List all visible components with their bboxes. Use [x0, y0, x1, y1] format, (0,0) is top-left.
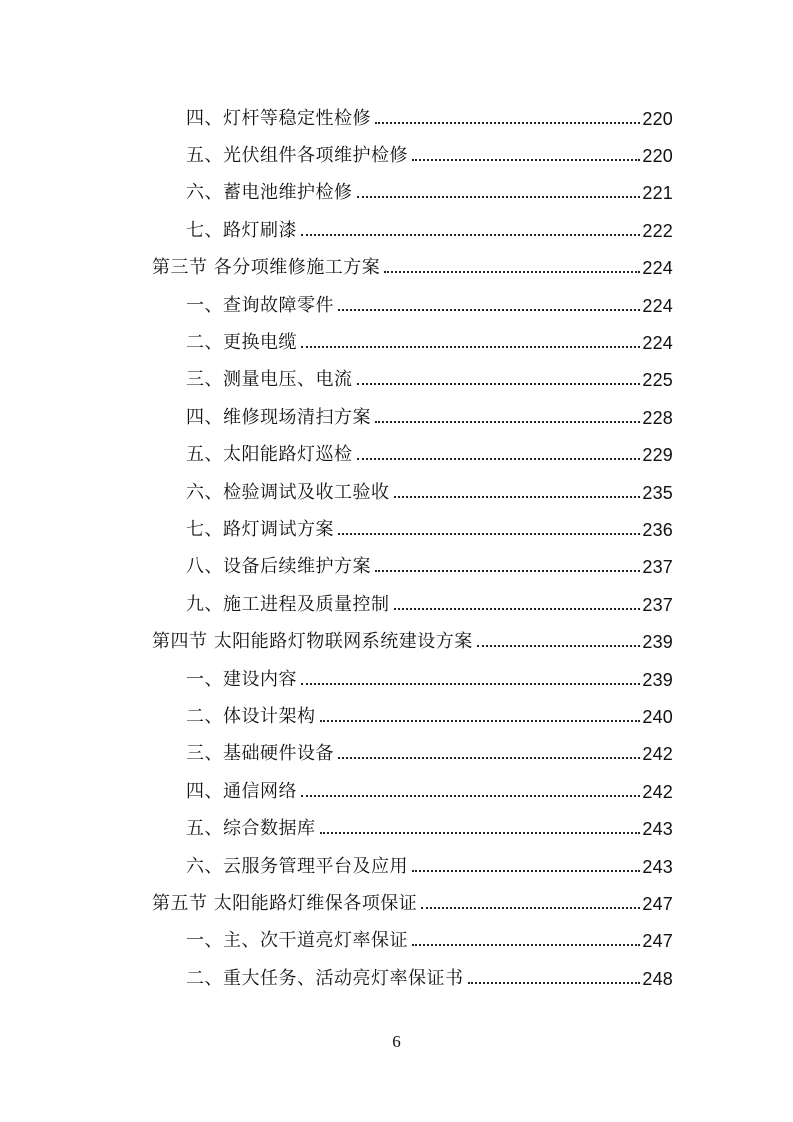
toc-entry-title: 四、通信网络: [186, 780, 297, 802]
toc-section-entry[interactable]: [0, 885, 793, 922]
dot-leader: [301, 345, 640, 348]
toc-entry-title: 八、设备后续维护方案: [186, 556, 371, 578]
dot-leader: [394, 495, 641, 498]
dot-leader: [412, 943, 640, 946]
toc-entry-page: 248: [642, 968, 673, 989]
toc-entry-title: 第四节 太阳能路灯物联网系统建设方案: [152, 631, 473, 653]
toc-entry-page: 243: [642, 856, 673, 877]
dot-leader: [375, 420, 640, 423]
toc-entry[interactable]: [0, 212, 793, 249]
toc-entry-title: 二、更换电缆: [186, 332, 297, 354]
toc-entry-title: 第五节 太阳能路灯维保各项保证: [152, 892, 418, 914]
toc-entry[interactable]: [0, 137, 793, 174]
toc-entry[interactable]: [0, 773, 793, 810]
toc-entry[interactable]: [0, 661, 793, 698]
toc-entry-page: 224: [642, 258, 673, 279]
dot-leader: [301, 682, 640, 685]
toc-entry-page: 243: [642, 819, 673, 840]
toc-entry-title: 六、云服务管理平台及应用: [186, 855, 408, 877]
dot-leader: [477, 644, 641, 647]
toc-entry-page: 228: [642, 407, 673, 428]
toc-entry-page: 224: [642, 333, 673, 354]
toc-entry-title: 六、蓄电池维护检修: [186, 182, 353, 204]
toc-entry-page: 229: [642, 445, 673, 466]
toc-entry-title: 五、太阳能路灯巡检: [186, 444, 353, 466]
toc-entry[interactable]: [0, 287, 793, 324]
toc-entry-page: 239: [642, 632, 673, 653]
toc-entry-page: 220: [642, 146, 673, 167]
dot-leader: [384, 270, 640, 273]
toc-entry[interactable]: [0, 810, 793, 847]
toc-entry-page: 236: [642, 519, 673, 540]
toc-entry[interactable]: [0, 175, 793, 212]
toc-section-entry[interactable]: [0, 623, 793, 660]
toc-entry-page: 220: [642, 108, 673, 129]
toc-entry-page: 225: [642, 370, 673, 391]
dot-leader: [468, 981, 641, 984]
dot-leader: [394, 607, 641, 610]
toc-entry-title: 一、主、次干道亮灯率保证: [186, 930, 408, 952]
toc-entry-title: 二、重大任务、活动亮灯率保证书: [186, 967, 464, 989]
dot-leader: [375, 121, 640, 124]
toc-entry[interactable]: [0, 549, 793, 586]
dot-leader: [301, 794, 640, 797]
dot-leader: [320, 719, 641, 722]
dot-leader: [412, 158, 640, 161]
dot-leader: [338, 756, 640, 759]
toc-entry[interactable]: [0, 960, 793, 997]
toc-entry[interactable]: [0, 362, 793, 399]
toc-entry-page: 224: [642, 295, 673, 316]
toc-entry[interactable]: [0, 511, 793, 548]
dot-leader: [357, 382, 641, 385]
toc-entry-title: 第三节 各分项维修施工方案: [152, 257, 381, 279]
toc-entry-page: 239: [642, 669, 673, 690]
dot-leader: [338, 308, 640, 311]
toc-entry-title: 一、查询故障零件: [186, 294, 334, 316]
toc-entry-page: 242: [642, 744, 673, 765]
toc-entry-page: 242: [642, 781, 673, 802]
dot-leader: [338, 532, 640, 535]
toc-entry-title: 七、路灯调试方案: [186, 518, 334, 540]
toc-entry-page: 240: [642, 706, 673, 727]
dot-leader: [320, 831, 641, 834]
toc-entry-title: 五、光伏组件各项维护检修: [186, 145, 408, 167]
toc-entry-title: 七、路灯刷漆: [186, 219, 297, 241]
toc-entry[interactable]: [0, 736, 793, 773]
table-of-contents: [0, 100, 793, 997]
toc-entry-page: 247: [642, 893, 673, 914]
page-number: 6: [392, 1032, 401, 1051]
toc-entry[interactable]: [0, 437, 793, 474]
dot-leader: [357, 457, 641, 460]
toc-entry-title: 三、测量电压、电流: [186, 369, 353, 391]
dot-leader: [375, 569, 640, 572]
toc-entry-title: 三、基础硬件设备: [186, 743, 334, 765]
dot-leader: [357, 195, 641, 198]
toc-entry-title: 四、维修现场清扫方案: [186, 406, 371, 428]
toc-entry[interactable]: [0, 848, 793, 885]
toc-entry-page: 222: [642, 220, 673, 241]
toc-entry-page: 235: [642, 482, 673, 503]
toc-entry-page: 221: [642, 183, 673, 204]
toc-section-entry[interactable]: [0, 250, 793, 287]
toc-entry-page: 237: [642, 557, 673, 578]
toc-entry[interactable]: [0, 698, 793, 735]
toc-entry[interactable]: [0, 586, 793, 623]
toc-entry[interactable]: [0, 923, 793, 960]
toc-entry-page: 247: [642, 931, 673, 952]
dot-leader: [301, 233, 640, 236]
dot-leader: [421, 906, 640, 909]
toc-entry-page: 237: [642, 594, 673, 615]
toc-entry-title: 六、检验调试及收工验收: [186, 481, 390, 503]
toc-entry[interactable]: [0, 474, 793, 511]
toc-entry-title: 五、综合数据库: [186, 818, 316, 840]
toc-entry-title: 四、灯杆等稳定性检修: [186, 107, 371, 129]
toc-entry[interactable]: [0, 399, 793, 436]
toc-entry-title: 一、建设内容: [186, 668, 297, 690]
toc-entry-title: 九、施工进程及质量控制: [186, 593, 390, 615]
dot-leader: [412, 869, 640, 872]
toc-entry[interactable]: [0, 324, 793, 361]
toc-entry-title: 二、体设计架构: [186, 705, 316, 727]
toc-entry[interactable]: [0, 100, 793, 137]
